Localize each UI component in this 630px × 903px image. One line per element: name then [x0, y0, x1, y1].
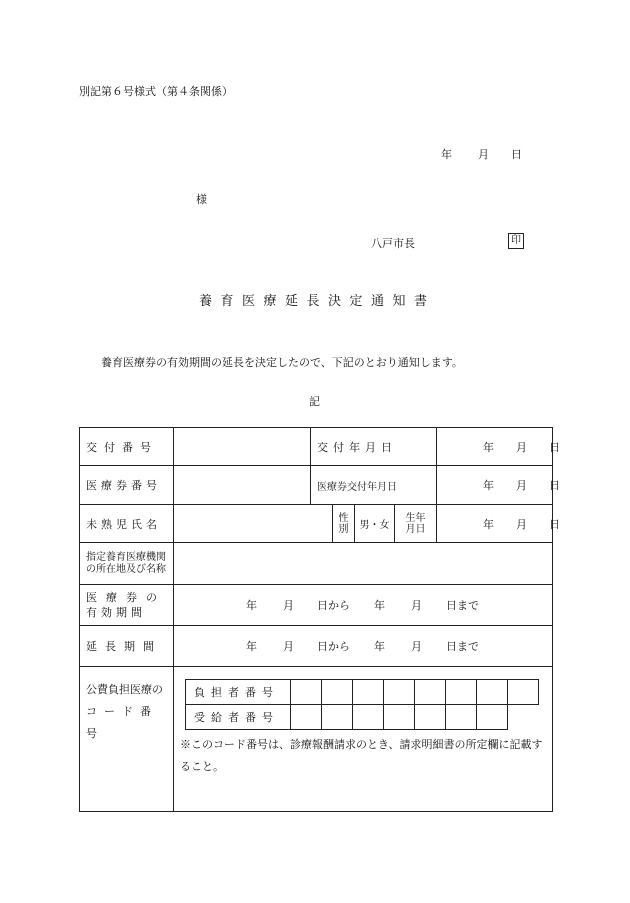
period-month: 月	[411, 640, 422, 653]
payer-number-boxes[interactable]	[185, 679, 539, 705]
ymd-year: 年	[483, 517, 494, 531]
code-digit[interactable]	[415, 705, 446, 730]
code-digit[interactable]	[415, 680, 446, 705]
period-to: 日まで	[446, 599, 479, 612]
period-year: 年	[246, 640, 257, 653]
iryouken-koufu-date-field[interactable]	[437, 466, 560, 505]
payer-number-label: 負担者番号	[186, 680, 291, 705]
code-footnote: ※このコード番号は、診療報酬請求のとき、請求明細書の所定欄に記載すること。	[180, 738, 543, 773]
code-label-line2: コード番号	[86, 705, 158, 740]
recipient-number-label: 受給者番号	[186, 705, 291, 730]
recipient-suffix: 様	[196, 193, 207, 206]
ymd-month: 月	[516, 440, 527, 454]
form-number-label: 別記第６号様式（第４条関係）	[79, 85, 233, 98]
code-digit[interactable]	[353, 705, 384, 730]
koufu-number-field[interactable]	[174, 428, 311, 466]
validity-label	[80, 585, 174, 626]
ymd-day: 日	[549, 440, 560, 454]
code-digit[interactable]	[353, 680, 384, 705]
ymd-year: 年	[483, 440, 494, 454]
extension-label: 延長期間	[80, 626, 174, 667]
ymd-year: 年	[483, 479, 494, 492]
code-digit[interactable]	[322, 680, 353, 705]
extension-period-field[interactable]	[174, 626, 553, 667]
date-month: 月	[478, 148, 489, 161]
period-year: 年	[374, 599, 385, 612]
code-digit[interactable]	[477, 705, 508, 730]
recipient-number-boxes[interactable]	[185, 704, 508, 730]
koufu-date-label: 交付年月日	[311, 428, 437, 466]
code-digit[interactable]	[291, 705, 322, 730]
koufu-date-field[interactable]	[437, 428, 560, 466]
code-digit[interactable]	[291, 680, 322, 705]
ymd-month: 月	[516, 479, 527, 492]
date-day: 日	[511, 148, 522, 161]
validity-period-field[interactable]	[174, 585, 553, 626]
iryouken-number-label: 医療券番号	[80, 466, 174, 505]
ymd-day: 日	[549, 479, 560, 492]
validity-label-line1: 医療券の	[86, 591, 166, 604]
child-name-field[interactable]	[174, 505, 333, 543]
code-digit[interactable]	[322, 705, 353, 730]
iryouken-number-field[interactable]	[174, 466, 311, 505]
ymd-month: 月	[516, 517, 527, 531]
child-name-label: 未熟児氏名	[80, 505, 174, 543]
period-year: 年	[246, 599, 257, 612]
period-year: 年	[374, 640, 385, 653]
code-digit[interactable]	[384, 705, 415, 730]
period-month: 月	[411, 599, 422, 612]
code-digit[interactable]	[446, 680, 477, 705]
period-to: 日まで	[446, 640, 479, 653]
birth-date-label: 生年月日	[395, 505, 437, 543]
code-digit[interactable]	[446, 705, 477, 730]
notice-form-table	[79, 427, 560, 812]
document-title: 養育医療延長決定通知書	[199, 294, 436, 309]
seal-box: 印	[508, 233, 524, 249]
code-digit[interactable]	[384, 680, 415, 705]
period-month: 月	[283, 640, 294, 653]
code-area	[174, 667, 553, 812]
sex-value[interactable]: 男・女	[355, 505, 395, 543]
sex-label: 性別	[333, 505, 355, 543]
issuer-name: 八戸市長	[371, 237, 415, 250]
code-digit[interactable]	[477, 680, 508, 705]
date-year: 年	[441, 148, 452, 161]
period-from: 日から	[317, 599, 350, 612]
period-month: 月	[283, 599, 294, 612]
iryouken-koufu-date-label: 医療券交付年月日	[311, 466, 437, 505]
facility-label: 指定養育医療機関の所在地及び名称	[80, 543, 174, 585]
code-label	[80, 667, 174, 812]
validity-label-line2: 有効期間	[86, 606, 146, 619]
ymd-day: 日	[549, 517, 560, 531]
ki-label: 記	[309, 395, 320, 408]
birth-date-field[interactable]	[437, 505, 560, 543]
period-from: 日から	[317, 640, 350, 653]
koufu-number-label: 交付番号	[80, 428, 174, 466]
facility-field[interactable]	[174, 543, 553, 585]
code-digit[interactable]	[508, 680, 539, 705]
code-label-line1: 公費負担医療の	[86, 683, 163, 696]
intro-text: 養育医療券の有効期間の延長を決定したので、下記のとおり通知します。	[101, 356, 463, 369]
